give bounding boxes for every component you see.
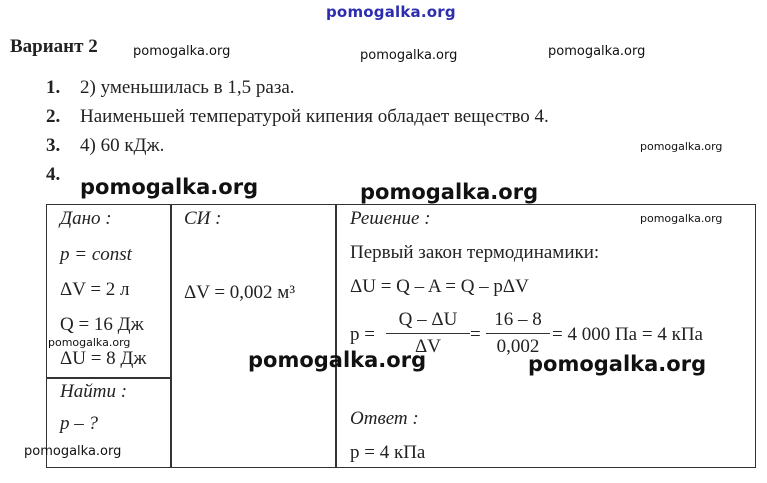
answer-number: 1. bbox=[46, 77, 61, 98]
fraction-1: Q – ΔU ΔV bbox=[386, 309, 470, 358]
answer-number: 4. bbox=[46, 164, 61, 185]
given-item: ΔV = 2 л bbox=[60, 279, 130, 300]
watermark: pomogalka.org bbox=[640, 140, 723, 153]
watermark: pomogalka.org bbox=[360, 180, 539, 204]
law-text: Первый закон термодинамики: bbox=[350, 242, 600, 263]
solution-heading: Решение : bbox=[350, 208, 431, 229]
watermark-top: pomogalka.org bbox=[326, 3, 456, 21]
watermark: pomogalka.org bbox=[24, 444, 122, 459]
find-item: p – ? bbox=[60, 413, 98, 434]
answer-number: 3. bbox=[46, 135, 61, 156]
watermark: pomogalka.org bbox=[528, 352, 707, 376]
find-heading: Найти : bbox=[60, 381, 128, 402]
watermark: pomogalka.org bbox=[80, 175, 259, 199]
answer-item-2 bbox=[46, 106, 549, 128]
si-value: ΔV = 0,002 м³ bbox=[184, 282, 296, 303]
watermark: pomogalka.org bbox=[248, 348, 427, 372]
given-item: Q = 16 Дж bbox=[60, 314, 144, 335]
answer-text: 2) уменьшилась в 1,5 раза. bbox=[80, 77, 295, 98]
equation-2-rhs: = 4 000 Па = 4 кПа bbox=[552, 324, 703, 345]
answer-text: 4) 60 кДж. bbox=[80, 135, 165, 156]
equation-1: ΔU = Q – A = Q – pΔV bbox=[350, 276, 529, 297]
si-heading: СИ : bbox=[184, 208, 222, 229]
fraction-2: 16 – 8 0,002 bbox=[486, 309, 550, 358]
equation-2-lhs: p = bbox=[350, 324, 375, 345]
watermark: pomogalka.org bbox=[133, 44, 231, 59]
equals-sign: = bbox=[470, 324, 481, 345]
page-title: Вариант 2 bbox=[10, 36, 98, 57]
watermark: pomogalka.org bbox=[548, 44, 646, 59]
watermark: pomogalka.org bbox=[48, 336, 131, 349]
answer-text: Наименьшей температурой кипения обладает вещество 4. bbox=[80, 106, 549, 127]
answer-item-3 bbox=[46, 135, 164, 157]
table-divider bbox=[46, 377, 171, 379]
given-item: p = const bbox=[60, 244, 132, 265]
answer-heading: Ответ : bbox=[350, 408, 419, 429]
given-heading: Дано : bbox=[60, 208, 112, 229]
watermark: pomogalka.org bbox=[640, 212, 723, 225]
table-divider bbox=[335, 204, 337, 468]
given-item: ΔU = 8 Дж bbox=[60, 348, 147, 369]
answer-value: p = 4 кПа bbox=[350, 442, 426, 463]
table-divider bbox=[170, 204, 172, 468]
watermark: pomogalka.org bbox=[360, 48, 458, 63]
answer-item-4 bbox=[46, 164, 80, 186]
answer-item-1 bbox=[46, 77, 295, 99]
answer-number: 2. bbox=[46, 106, 61, 127]
